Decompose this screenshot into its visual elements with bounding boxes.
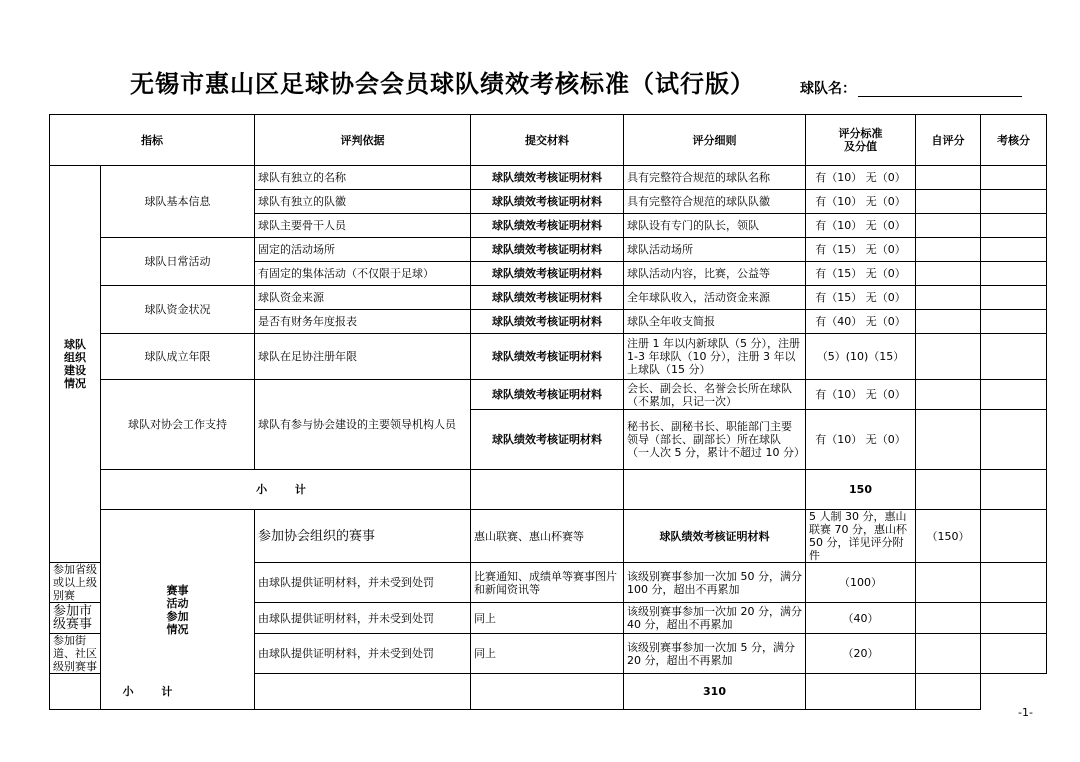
basis-cell: 由球队提供证明材料，并未受到处罚 <box>255 634 471 674</box>
score-cell: （40） <box>806 603 916 634</box>
basis-cell: 球队有参与协会建设的主要领导机构人员 <box>255 380 471 470</box>
detail-cell: 球队全年收支简报 <box>624 310 806 334</box>
score-cell: （100） <box>806 563 916 603</box>
basis-cell: 球队主要骨干人员 <box>255 214 471 238</box>
table-row <box>50 238 1047 262</box>
basis-cell: 球队资金来源 <box>255 286 471 310</box>
review-score-cell[interactable] <box>981 380 1047 410</box>
basis-cell: 球队有独立的名称 <box>255 166 471 190</box>
header-review-score: 考核分 <box>981 115 1047 166</box>
header-materials: 提交材料 <box>471 115 624 166</box>
detail-cell: 该级别赛事参加一次加 20 分，满分 40 分，超出不再累加 <box>624 603 806 634</box>
self-score-cell[interactable] <box>916 410 981 470</box>
assessment-table <box>49 114 1047 710</box>
table-row <box>50 380 1047 410</box>
table-row <box>50 510 1047 563</box>
empty-cell <box>255 674 471 710</box>
empty-cell <box>471 470 624 510</box>
review-score-cell[interactable] <box>981 470 1047 510</box>
self-score-cell[interactable] <box>981 510 1047 563</box>
review-score-cell[interactable] <box>981 410 1047 470</box>
page-number: -1- <box>1018 706 1033 719</box>
material-cell: 球队绩效考核证明材料 <box>471 166 624 190</box>
category-events: 赛事 活动 参加 情况 <box>101 510 255 710</box>
review-score-cell[interactable] <box>981 563 1047 603</box>
review-score-cell[interactable] <box>981 262 1047 286</box>
review-score-cell[interactable] <box>981 238 1047 262</box>
score-cell: 有（15） 无（0） <box>806 286 916 310</box>
header-basis: 评判依据 <box>255 115 471 166</box>
material-cell: 同上 <box>471 603 624 634</box>
subtotal-row <box>50 674 1047 710</box>
score-cell: 有（15） 无（0） <box>806 238 916 262</box>
category-org: 球队 组织 建设 情况 <box>50 166 101 563</box>
review-score-cell[interactable] <box>916 674 981 710</box>
sub-event-label: 参加街道、社区级别赛事 <box>50 634 101 674</box>
material-cell: 球队绩效考核证明材料 <box>624 510 806 563</box>
score-cell: 有（10） 无（0） <box>806 190 916 214</box>
detail-cell: 具有完整符合规范的球队队徽 <box>624 190 806 214</box>
material-cell: 球队绩效考核证明材料 <box>471 380 624 410</box>
basis-cell: 固定的活动场所 <box>255 238 471 262</box>
detail-cell: 秘书长、副秘书长、职能部门主要领导（部长、副部长）所在球队（一人次 5 分，累计不超过 10 分） <box>624 410 806 470</box>
basis-cell: 由球队提供证明材料，并未受到处罚 <box>255 563 471 603</box>
score-cell: （5）(10)（15） <box>806 334 916 380</box>
header-details: 评分细则 <box>624 115 806 166</box>
sub-daily-activity: 球队日常活动 <box>101 238 255 286</box>
table-row <box>50 166 1047 190</box>
table-row <box>50 334 1047 380</box>
basis-cell: 是否有财务年度报表 <box>255 310 471 334</box>
sub-event-label: 参加省级或以上级别赛 <box>50 563 101 603</box>
table-row <box>50 286 1047 310</box>
self-score-cell[interactable] <box>916 214 981 238</box>
material-cell: 球队绩效考核证明材料 <box>471 262 624 286</box>
self-score-cell[interactable] <box>916 563 981 603</box>
sub-event-label: 参加协会组织的赛事 <box>255 510 471 563</box>
material-cell: 同上 <box>471 634 624 674</box>
review-score-cell[interactable] <box>981 190 1047 214</box>
material-cell: 比赛通知、成绩单等赛事图片和新闻资讯等 <box>471 563 624 603</box>
detail-cell: 球队活动内容，比赛，公益等 <box>624 262 806 286</box>
material-cell: 球队绩效考核证明材料 <box>471 286 624 310</box>
review-score-cell[interactable] <box>981 310 1047 334</box>
basis-cell: 有固定的集体活动（不仅限于足球） <box>255 262 471 286</box>
review-score-cell[interactable] <box>981 334 1047 380</box>
self-score-cell[interactable] <box>916 286 981 310</box>
review-score-cell[interactable] <box>981 166 1047 190</box>
self-score-cell[interactable] <box>916 603 981 634</box>
self-score-cell[interactable] <box>916 334 981 380</box>
basis-cell: 球队有独立的队徽 <box>255 190 471 214</box>
basis-cell: 球队在足协注册年限 <box>255 334 471 380</box>
score-cell: 有（10） 无（0） <box>806 380 916 410</box>
self-score-cell[interactable] <box>916 166 981 190</box>
basis-cell: 由球队提供证明材料，并未受到处罚 <box>255 603 471 634</box>
sub-support: 球队对协会工作支持 <box>101 380 255 470</box>
material-cell: 球队绩效考核证明材料 <box>471 334 624 380</box>
score-cell: （20） <box>806 634 916 674</box>
score-cell: 有（10） 无（0） <box>806 166 916 190</box>
self-score-cell[interactable] <box>916 634 981 674</box>
detail-cell: 该级别赛事参加一次加 5 分，满分 20 分，超出不再累加 <box>624 634 806 674</box>
review-score-cell[interactable] <box>981 603 1047 634</box>
sub-funds: 球队资金状况 <box>101 286 255 334</box>
self-score-cell[interactable] <box>916 310 981 334</box>
team-name-line <box>858 96 1022 97</box>
score-cell: 有（10） 无（0） <box>806 214 916 238</box>
empty-cell <box>471 674 624 710</box>
review-score-cell[interactable] <box>981 214 1047 238</box>
detail-cell: 注册 1 年以内新球队（5 分），注册 1-3 年球队（10 分），注册 3 年以上球队（15 分） <box>624 334 806 380</box>
score-cell: （150） <box>916 510 981 563</box>
page-title: 无锡市惠山区足球协会会员球队绩效考核标准（试行版） <box>130 70 755 98</box>
subtotal-value: 310 <box>624 674 806 710</box>
subtotal-label: 小 计 <box>101 470 471 510</box>
score-cell: 有（10） 无（0） <box>806 410 916 470</box>
review-score-cell[interactable] <box>981 634 1047 674</box>
material-cell: 球队绩效考核证明材料 <box>471 190 624 214</box>
review-score-cell[interactable] <box>981 286 1047 310</box>
self-score-cell[interactable] <box>916 190 981 214</box>
sub-event-label: 参加市级赛事 <box>50 603 101 634</box>
sub-years: 球队成立年限 <box>101 334 255 380</box>
self-score-cell[interactable] <box>916 262 981 286</box>
score-cell: 有（15） 无（0） <box>806 262 916 286</box>
detail-cell: 球队设有专门的队长，领队 <box>624 214 806 238</box>
basis-cell: 惠山联赛、惠山杯赛等 <box>471 510 624 563</box>
self-score-cell[interactable] <box>916 238 981 262</box>
material-cell: 球队绩效考核证明材料 <box>471 410 624 470</box>
material-cell: 球队绩效考核证明材料 <box>471 214 624 238</box>
score-cell: 有（40） 无（0） <box>806 310 916 334</box>
self-score-cell[interactable] <box>806 674 916 710</box>
self-score-cell[interactable] <box>916 380 981 410</box>
detail-cell: 球队活动场所 <box>624 238 806 262</box>
header-row <box>50 115 1047 166</box>
self-score-cell[interactable] <box>916 470 981 510</box>
empty-cell <box>624 470 806 510</box>
material-cell: 球队绩效考核证明材料 <box>471 310 624 334</box>
team-name-label: 球队名： <box>800 81 856 97</box>
detail-cell: 会长、副会长、名誉会长所在球队（不累加，只记一次） <box>624 380 806 410</box>
subtotal-value: 150 <box>806 470 916 510</box>
detail-cell: 5 人制 30 分，惠山联赛 70 分，惠山杯 50 分，详见评分附件 <box>806 510 916 563</box>
header-indicator: 指标 <box>50 115 255 166</box>
material-cell: 球队绩效考核证明材料 <box>471 238 624 262</box>
subtotal-row <box>50 470 1047 510</box>
detail-cell: 全年球队收入，活动资金来源 <box>624 286 806 310</box>
header-standard: 评分标准 及分值 <box>806 115 916 166</box>
sub-basic-info: 球队基本信息 <box>101 166 255 238</box>
header-self-score: 自评分 <box>916 115 981 166</box>
detail-cell: 具有完整符合规范的球队名称 <box>624 166 806 190</box>
subtotal-label: 小 计 <box>50 674 255 710</box>
detail-cell: 该级别赛事参加一次加 50 分，满分 100 分，超出不再累加 <box>624 563 806 603</box>
